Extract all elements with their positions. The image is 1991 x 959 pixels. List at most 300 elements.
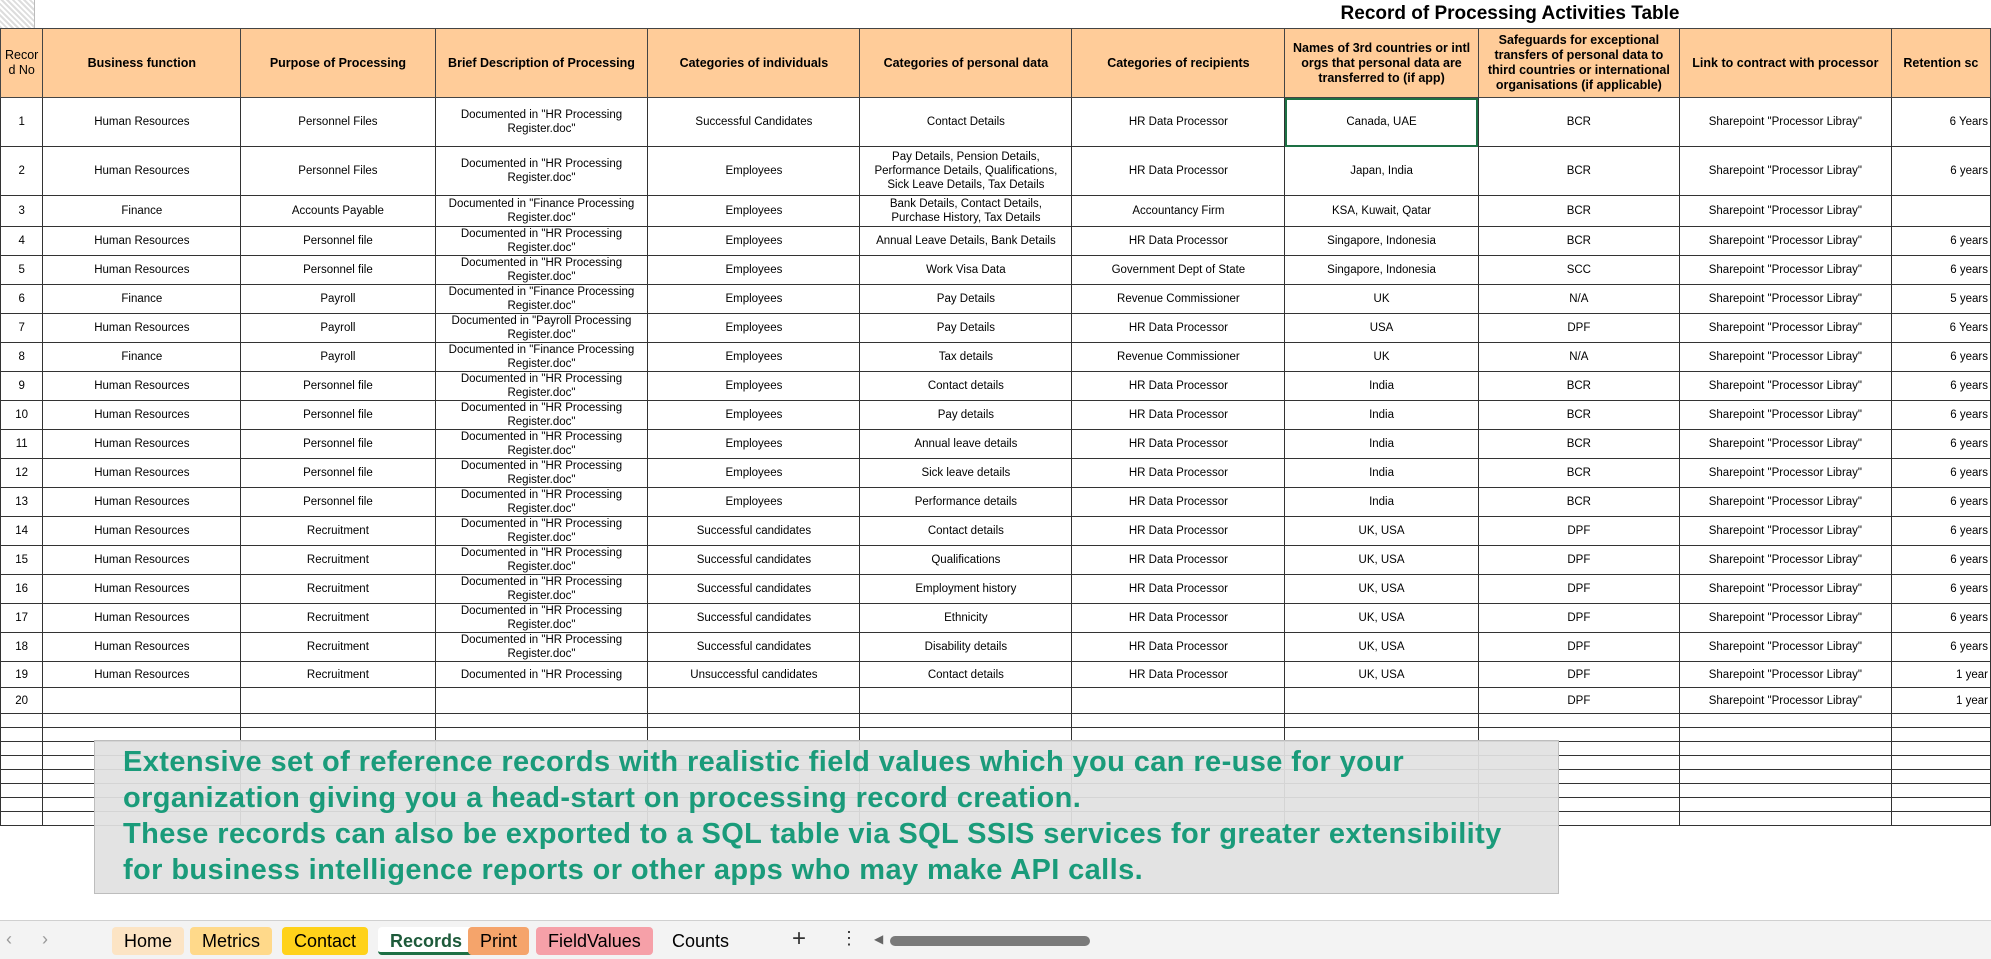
- cell-3-2[interactable]: Accounts Payable: [241, 196, 435, 227]
- cell-13-6[interactable]: HR Data Processor: [1072, 488, 1285, 517]
- column-header-6[interactable]: Categories of recipients: [1072, 29, 1285, 98]
- cell-7-10[interactable]: 6 Years: [1891, 314, 1990, 343]
- cell-13-8[interactable]: BCR: [1478, 488, 1679, 517]
- cell-16-2[interactable]: Recruitment: [241, 575, 435, 604]
- cell-9-3[interactable]: Documented in "HR Processing Register.doc": [435, 372, 648, 401]
- cell-2-5[interactable]: Pay Details, Pension Details, Performance Details, Qualifications, Sick Leave Details, Tax Details: [860, 147, 1072, 196]
- cell-17-6[interactable]: HR Data Processor: [1072, 604, 1285, 633]
- cell-6-8[interactable]: N/A: [1478, 285, 1679, 314]
- cell-3-10[interactable]: [1891, 196, 1990, 227]
- cell-6-7[interactable]: UK: [1285, 285, 1478, 314]
- cell-12-2[interactable]: Personnel file: [241, 459, 435, 488]
- cell-11-0[interactable]: 11: [1, 430, 43, 459]
- cell-16-8[interactable]: DPF: [1478, 575, 1679, 604]
- cell-2-8[interactable]: BCR: [1478, 147, 1679, 196]
- cell-11-10[interactable]: 6 years: [1891, 430, 1990, 459]
- cell-16-6[interactable]: HR Data Processor: [1072, 575, 1285, 604]
- cell-16-4[interactable]: Successful candidates: [648, 575, 860, 604]
- cell-4-10[interactable]: 6 years: [1891, 227, 1990, 256]
- cell-1-0[interactable]: 1: [1, 98, 43, 147]
- caption-line: for business intelligence reports or other apps who may make API calls.: [123, 854, 1144, 886]
- more-options-icon[interactable]: ⋮: [840, 928, 858, 948]
- cell-7-6[interactable]: HR Data Processor: [1072, 314, 1285, 343]
- cell-15-0[interactable]: 15: [1, 546, 43, 575]
- column-header-5[interactable]: Categories of personal data: [860, 29, 1072, 98]
- cell-4-2[interactable]: Personnel file: [241, 227, 435, 256]
- cell-8-1[interactable]: Finance: [43, 343, 241, 372]
- cell-2-6[interactable]: HR Data Processor: [1072, 147, 1285, 196]
- cell-19-0[interactable]: 19: [1, 662, 43, 688]
- cell-5-8[interactable]: SCC: [1478, 256, 1679, 285]
- cell-12-8[interactable]: BCR: [1478, 459, 1679, 488]
- cell-1-2[interactable]: Personnel Files: [241, 98, 435, 147]
- cell-14-7[interactable]: UK, USA: [1285, 517, 1478, 546]
- empty-cell[interactable]: [1680, 728, 1892, 742]
- cell-19-2[interactable]: Recruitment: [241, 662, 435, 688]
- cell-10-1[interactable]: Human Resources: [43, 401, 241, 430]
- tab-records[interactable]: Records: [378, 927, 474, 955]
- cell-11-2[interactable]: Personnel file: [241, 430, 435, 459]
- cell-15-8[interactable]: DPF: [1478, 546, 1679, 575]
- cell-8-9[interactable]: Sharepoint "Processor Libray": [1680, 343, 1892, 372]
- cell-4-7[interactable]: Singapore, Indonesia: [1285, 227, 1478, 256]
- table-row: [1, 343, 1991, 372]
- cell-17-0[interactable]: 17: [1, 604, 43, 633]
- table-row: [1, 430, 1991, 459]
- cell-10-5[interactable]: Pay details: [860, 401, 1072, 430]
- cell-10-0[interactable]: 10: [1, 401, 43, 430]
- cell-17-2[interactable]: Recruitment: [241, 604, 435, 633]
- cell-14-8[interactable]: DPF: [1478, 517, 1679, 546]
- cell-20-6[interactable]: [1072, 688, 1285, 714]
- table-row: [1, 196, 1991, 227]
- empty-cell[interactable]: [241, 714, 435, 728]
- cell-8-8[interactable]: N/A: [1478, 343, 1679, 372]
- cell-1-1[interactable]: Human Resources: [43, 98, 241, 147]
- tab-print[interactable]: Print: [468, 927, 529, 955]
- cell-8-3[interactable]: Documented in "Finance Processing Register.doc": [435, 343, 648, 372]
- cell-19-9[interactable]: Sharepoint "Processor Libray": [1680, 662, 1892, 688]
- cell-3-3[interactable]: Documented in "Finance Processing Register.doc": [435, 196, 648, 227]
- table-row: [1, 459, 1991, 488]
- cell-7-8[interactable]: DPF: [1478, 314, 1679, 343]
- empty-cell[interactable]: [860, 714, 1072, 728]
- cell-2-2[interactable]: Personnel Files: [241, 147, 435, 196]
- empty-cell[interactable]: [1680, 798, 1892, 812]
- cell-12-7[interactable]: India: [1285, 459, 1478, 488]
- empty-cell[interactable]: [1, 798, 43, 812]
- cell-20-10[interactable]: 1 year: [1891, 688, 1990, 714]
- cell-4-0[interactable]: 4: [1, 227, 43, 256]
- cell-8-2[interactable]: Payroll: [241, 343, 435, 372]
- empty-cell[interactable]: [1891, 798, 1990, 812]
- tab-counts[interactable]: Counts: [660, 927, 741, 955]
- cell-13-9[interactable]: Sharepoint "Processor Libray": [1680, 488, 1892, 517]
- cell-9-0[interactable]: 9: [1, 372, 43, 401]
- cell-17-1[interactable]: Human Resources: [43, 604, 241, 633]
- cell-19-7[interactable]: UK, USA: [1285, 662, 1478, 688]
- cell-13-2[interactable]: Personnel file: [241, 488, 435, 517]
- cell-8-10[interactable]: 6 years: [1891, 343, 1990, 372]
- cell-10-6[interactable]: HR Data Processor: [1072, 401, 1285, 430]
- empty-cell[interactable]: [1072, 714, 1285, 728]
- column-header-8[interactable]: Safeguards for exceptional transfers of personal data to third countries or international organisations (if applicable): [1478, 29, 1679, 98]
- cell-5-5[interactable]: Work Visa Data: [860, 256, 1072, 285]
- cell-6-9[interactable]: Sharepoint "Processor Libray": [1680, 285, 1892, 314]
- cell-17-9[interactable]: Sharepoint "Processor Libray": [1680, 604, 1892, 633]
- cell-7-2[interactable]: Payroll: [241, 314, 435, 343]
- empty-cell[interactable]: [1680, 784, 1892, 798]
- cell-7-4[interactable]: Employees: [648, 314, 860, 343]
- cell-2-3[interactable]: Documented in "HR Processing Register.doc": [435, 147, 648, 196]
- cell-15-7[interactable]: UK, USA: [1285, 546, 1478, 575]
- cell-14-10[interactable]: 6 years: [1891, 517, 1990, 546]
- cell-1-5[interactable]: Contact Details: [860, 98, 1072, 147]
- table-row: [1, 227, 1991, 256]
- cell-20-2[interactable]: [241, 688, 435, 714]
- cell-16-5[interactable]: Employment history: [860, 575, 1072, 604]
- cell-1-8[interactable]: BCR: [1478, 98, 1679, 147]
- cell-5-2[interactable]: Personnel file: [241, 256, 435, 285]
- cell-11-5[interactable]: Annual leave details: [860, 430, 1072, 459]
- cell-9-7[interactable]: India: [1285, 372, 1478, 401]
- caption-line: organization giving you a head-start on processing record creation.: [123, 782, 1082, 814]
- cell-8-5[interactable]: Tax details: [860, 343, 1072, 372]
- empty-cell[interactable]: [648, 714, 860, 728]
- cell-19-5[interactable]: Contact details: [860, 662, 1072, 688]
- cell-3-7[interactable]: KSA, Kuwait, Qatar: [1285, 196, 1478, 227]
- cell-12-4[interactable]: Employees: [648, 459, 860, 488]
- column-header-2[interactable]: Purpose of Processing: [241, 29, 435, 98]
- cell-3-5[interactable]: Bank Details, Contact Details, Purchase History, Tax Details: [860, 196, 1072, 227]
- cell-4-4[interactable]: Employees: [648, 227, 860, 256]
- cell-15-10[interactable]: 6 years: [1891, 546, 1990, 575]
- table-row: [1, 98, 1991, 147]
- cell-16-9[interactable]: Sharepoint "Processor Libray": [1680, 575, 1892, 604]
- cell-7-5[interactable]: Pay Details: [860, 314, 1072, 343]
- cell-10-2[interactable]: Personnel file: [241, 401, 435, 430]
- cell-16-7[interactable]: UK, USA: [1285, 575, 1478, 604]
- column-header-3[interactable]: Brief Description of Processing: [435, 29, 648, 98]
- cell-11-7[interactable]: India: [1285, 430, 1478, 459]
- cell-14-5[interactable]: Contact details: [860, 517, 1072, 546]
- cell-6-3[interactable]: Documented in "Finance Processing Register.doc": [435, 285, 648, 314]
- empty-cell[interactable]: [1, 742, 43, 756]
- empty-cell[interactable]: [1680, 770, 1892, 784]
- cell-2-10[interactable]: 6 years: [1891, 147, 1990, 196]
- table-row: [1, 314, 1991, 343]
- tab-metrics[interactable]: Metrics: [190, 927, 272, 955]
- cell-17-10[interactable]: 6 years: [1891, 604, 1990, 633]
- cell-20-3[interactable]: [435, 688, 648, 714]
- empty-cell[interactable]: [435, 714, 648, 728]
- cell-10-7[interactable]: India: [1285, 401, 1478, 430]
- cell-6-1[interactable]: Finance: [43, 285, 241, 314]
- empty-cell[interactable]: [1, 770, 43, 784]
- empty-cell[interactable]: [1891, 770, 1990, 784]
- cell-5-6[interactable]: Government Dept of State: [1072, 256, 1285, 285]
- cell-15-3[interactable]: Documented in "HR Processing Register.doc": [435, 546, 648, 575]
- cell-10-8[interactable]: BCR: [1478, 401, 1679, 430]
- cell-9-5[interactable]: Contact details: [860, 372, 1072, 401]
- sheet-tab-bar: [0, 920, 1991, 959]
- tab-home[interactable]: Home: [112, 927, 184, 955]
- cell-1-10[interactable]: 6 Years: [1891, 98, 1990, 147]
- cell-9-10[interactable]: 6 years: [1891, 372, 1990, 401]
- table-row: [1, 147, 1991, 196]
- cell-20-7[interactable]: [1285, 688, 1478, 714]
- empty-cell[interactable]: [1891, 714, 1990, 728]
- column-header-9[interactable]: Link to contract with processor: [1680, 29, 1892, 98]
- cell-18-5[interactable]: Disability details: [860, 633, 1072, 662]
- column-header-7[interactable]: Names of 3rd countries or intl orgs that personal data are transferred to (if app): [1285, 29, 1478, 98]
- empty-cell[interactable]: [1, 812, 43, 826]
- cell-5-4[interactable]: Employees: [648, 256, 860, 285]
- cell-19-4[interactable]: Unsuccessful candidates: [648, 662, 860, 688]
- cell-12-5[interactable]: Sick leave details: [860, 459, 1072, 488]
- cell-20-9[interactable]: Sharepoint "Processor Libray": [1680, 688, 1892, 714]
- table-row: [1, 546, 1991, 575]
- cell-13-0[interactable]: 13: [1, 488, 43, 517]
- promo-caption: [94, 740, 1559, 894]
- table-row: [1, 633, 1991, 662]
- cell-1-6[interactable]: HR Data Processor: [1072, 98, 1285, 147]
- cell-10-4[interactable]: Employees: [648, 401, 860, 430]
- cell-1-3[interactable]: Documented in "HR Processing Register.doc": [435, 98, 648, 147]
- cell-13-7[interactable]: India: [1285, 488, 1478, 517]
- cell-18-9[interactable]: Sharepoint "Processor Libray": [1680, 633, 1892, 662]
- cell-6-10[interactable]: 5 years: [1891, 285, 1990, 314]
- cell-7-1[interactable]: Human Resources: [43, 314, 241, 343]
- cell-4-3[interactable]: Documented in "HR Processing Register.doc": [435, 227, 648, 256]
- cell-13-3[interactable]: Documented in "HR Processing Register.doc": [435, 488, 648, 517]
- cell-5-3[interactable]: Documented in "HR Processing Register.doc": [435, 256, 648, 285]
- cell-19-6[interactable]: HR Data Processor: [1072, 662, 1285, 688]
- add-sheet-icon[interactable]: +: [792, 925, 807, 952]
- column-header-10[interactable]: Retention sc: [1891, 29, 1990, 98]
- scrollbar-thumb[interactable]: [890, 936, 1090, 946]
- cell-4-6[interactable]: HR Data Processor: [1072, 227, 1285, 256]
- cell-14-2[interactable]: Recruitment: [241, 517, 435, 546]
- cell-20-5[interactable]: [860, 688, 1072, 714]
- cell-2-9[interactable]: Sharepoint "Processor Libray": [1680, 147, 1892, 196]
- cell-5-10[interactable]: 6 years: [1891, 256, 1990, 285]
- cell-11-8[interactable]: BCR: [1478, 430, 1679, 459]
- cell-14-6[interactable]: HR Data Processor: [1072, 517, 1285, 546]
- cell-20-0[interactable]: 20: [1, 688, 43, 714]
- cell-8-4[interactable]: Employees: [648, 343, 860, 372]
- cell-11-4[interactable]: Employees: [648, 430, 860, 459]
- cell-3-8[interactable]: BCR: [1478, 196, 1679, 227]
- cell-4-9[interactable]: Sharepoint "Processor Libray": [1680, 227, 1892, 256]
- cell-10-3[interactable]: Documented in "HR Processing Register.doc": [435, 401, 648, 430]
- table-row: [1, 285, 1991, 314]
- tab-fieldvalues[interactable]: FieldValues: [536, 927, 653, 955]
- cell-20-1[interactable]: [43, 688, 241, 714]
- cell-14-4[interactable]: Successful candidates: [648, 517, 860, 546]
- cell-1-7[interactable]: Canada, UAE: [1285, 98, 1478, 147]
- cell-8-7[interactable]: UK: [1285, 343, 1478, 372]
- empty-cell[interactable]: [1, 728, 43, 742]
- empty-cell[interactable]: [1478, 714, 1679, 728]
- cell-5-0[interactable]: 5: [1, 256, 43, 285]
- empty-row: [1, 714, 1991, 728]
- cell-2-1[interactable]: Human Resources: [43, 147, 241, 196]
- select-all-corner[interactable]: [0, 0, 35, 28]
- cell-18-0[interactable]: 18: [1, 633, 43, 662]
- horizontal-scrollbar[interactable]: [874, 932, 1991, 946]
- empty-cell[interactable]: [1891, 812, 1990, 826]
- cell-3-0[interactable]: 3: [1, 196, 43, 227]
- cell-7-0[interactable]: 7: [1, 314, 43, 343]
- empty-cell[interactable]: [1680, 756, 1892, 770]
- cell-1-4[interactable]: Successful Candidates: [648, 98, 860, 147]
- cell-12-1[interactable]: Human Resources: [43, 459, 241, 488]
- cell-6-2[interactable]: Payroll: [241, 285, 435, 314]
- records-table: [0, 28, 1991, 826]
- cell-12-10[interactable]: 6 years: [1891, 459, 1990, 488]
- cell-6-0[interactable]: 6: [1, 285, 43, 314]
- cell-6-5[interactable]: Pay Details: [860, 285, 1072, 314]
- cell-18-3[interactable]: Documented in "HR Processing Register.doc": [435, 633, 648, 662]
- cell-3-4[interactable]: Employees: [648, 196, 860, 227]
- empty-cell[interactable]: [1891, 728, 1990, 742]
- cell-7-3[interactable]: Documented in "Payroll Processing Register.doc": [435, 314, 648, 343]
- cell-20-8[interactable]: DPF: [1478, 688, 1679, 714]
- caption-line: Extensive set of reference records with realistic field values which you can re-use for your: [123, 746, 1405, 778]
- cell-15-5[interactable]: Qualifications: [860, 546, 1072, 575]
- empty-cell[interactable]: [1, 784, 43, 798]
- cell-15-1[interactable]: Human Resources: [43, 546, 241, 575]
- cell-1-9[interactable]: Sharepoint "Processor Libray": [1680, 98, 1892, 147]
- cell-11-1[interactable]: Human Resources: [43, 430, 241, 459]
- cell-9-1[interactable]: Human Resources: [43, 372, 241, 401]
- cell-12-0[interactable]: 12: [1, 459, 43, 488]
- column-header-1[interactable]: Business function: [43, 29, 241, 98]
- table-row: [1, 401, 1991, 430]
- cell-12-9[interactable]: Sharepoint "Processor Libray": [1680, 459, 1892, 488]
- cell-14-0[interactable]: 14: [1, 517, 43, 546]
- cell-8-6[interactable]: Revenue Commissioner: [1072, 343, 1285, 372]
- scroll-left-arrow-icon[interactable]: ◀: [874, 932, 884, 946]
- cell-16-3[interactable]: Documented in "HR Processing Register.doc": [435, 575, 648, 604]
- empty-cell[interactable]: [1891, 784, 1990, 798]
- cell-13-1[interactable]: Human Resources: [43, 488, 241, 517]
- cell-17-8[interactable]: DPF: [1478, 604, 1679, 633]
- cell-15-9[interactable]: Sharepoint "Processor Libray": [1680, 546, 1892, 575]
- cell-13-4[interactable]: Employees: [648, 488, 860, 517]
- empty-cell[interactable]: [1680, 812, 1892, 826]
- column-header-4[interactable]: Categories of individuals: [648, 29, 860, 98]
- cell-2-7[interactable]: Japan, India: [1285, 147, 1478, 196]
- cell-8-0[interactable]: 8: [1, 343, 43, 372]
- cell-7-9[interactable]: Sharepoint "Processor Libray": [1680, 314, 1892, 343]
- column-header-0[interactable]: Recor d No: [1, 29, 43, 98]
- cell-4-8[interactable]: BCR: [1478, 227, 1679, 256]
- empty-cell[interactable]: [1, 756, 43, 770]
- cell-9-2[interactable]: Personnel file: [241, 372, 435, 401]
- cell-16-1[interactable]: Human Resources: [43, 575, 241, 604]
- cell-19-10[interactable]: 1 year: [1891, 662, 1990, 688]
- cell-11-3[interactable]: Documented in "HR Processing Register.doc": [435, 430, 648, 459]
- empty-cell[interactable]: [1891, 756, 1990, 770]
- cell-11-9[interactable]: Sharepoint "Processor Libray": [1680, 430, 1892, 459]
- cell-13-5[interactable]: Performance details: [860, 488, 1072, 517]
- cell-19-3[interactable]: Documented in "HR Processing: [435, 662, 648, 688]
- empty-cell[interactable]: [1680, 714, 1892, 728]
- cell-9-6[interactable]: HR Data Processor: [1072, 372, 1285, 401]
- cell-18-8[interactable]: DPF: [1478, 633, 1679, 662]
- cell-5-1[interactable]: Human Resources: [43, 256, 241, 285]
- cell-16-10[interactable]: 6 years: [1891, 575, 1990, 604]
- cell-18-6[interactable]: HR Data Processor: [1072, 633, 1285, 662]
- cell-10-10[interactable]: 6 years: [1891, 401, 1990, 430]
- cell-3-1[interactable]: Finance: [43, 196, 241, 227]
- cell-12-6[interactable]: HR Data Processor: [1072, 459, 1285, 488]
- scroll-tabs-right-icon[interactable]: ›: [42, 929, 48, 949]
- cell-18-2[interactable]: Recruitment: [241, 633, 435, 662]
- empty-cell[interactable]: [1, 714, 43, 728]
- cell-17-7[interactable]: UK, USA: [1285, 604, 1478, 633]
- cell-9-9[interactable]: Sharepoint "Processor Libray": [1680, 372, 1892, 401]
- cell-6-4[interactable]: Employees: [648, 285, 860, 314]
- cell-19-1[interactable]: Human Resources: [43, 662, 241, 688]
- cell-14-3[interactable]: Documented in "HR Processing Register.doc": [435, 517, 648, 546]
- empty-cell[interactable]: [1891, 742, 1990, 756]
- table-row: [1, 575, 1991, 604]
- cell-18-7[interactable]: UK, USA: [1285, 633, 1478, 662]
- cell-9-8[interactable]: BCR: [1478, 372, 1679, 401]
- cell-16-0[interactable]: 16: [1, 575, 43, 604]
- cell-12-3[interactable]: Documented in "HR Processing Register.doc": [435, 459, 648, 488]
- cell-15-4[interactable]: Successful candidates: [648, 546, 860, 575]
- cell-9-4[interactable]: Employees: [648, 372, 860, 401]
- cell-17-4[interactable]: Successful candidates: [648, 604, 860, 633]
- cell-3-6[interactable]: Accountancy Firm: [1072, 196, 1285, 227]
- cell-13-10[interactable]: 6 years: [1891, 488, 1990, 517]
- cell-18-4[interactable]: Successful candidates: [648, 633, 860, 662]
- caption-line: These records can also be exported to a SQL table via SQL SSIS services for greater extensibility: [123, 818, 1502, 850]
- cell-7-7[interactable]: USA: [1285, 314, 1478, 343]
- cell-10-9[interactable]: Sharepoint "Processor Libray": [1680, 401, 1892, 430]
- cell-17-3[interactable]: Documented in "HR Processing Register.doc": [435, 604, 648, 633]
- cell-14-1[interactable]: Human Resources: [43, 517, 241, 546]
- scroll-tabs-left-icon[interactable]: ‹: [6, 929, 12, 949]
- cell-6-6[interactable]: Revenue Commissioner: [1072, 285, 1285, 314]
- cell-18-1[interactable]: Human Resources: [43, 633, 241, 662]
- table-row: [1, 372, 1991, 401]
- cell-15-6[interactable]: HR Data Processor: [1072, 546, 1285, 575]
- empty-cell[interactable]: [43, 714, 241, 728]
- cell-20-4[interactable]: [648, 688, 860, 714]
- cell-11-6[interactable]: HR Data Processor: [1072, 430, 1285, 459]
- cell-5-9[interactable]: Sharepoint "Processor Libray": [1680, 256, 1892, 285]
- cell-3-9[interactable]: Sharepoint "Processor Libray": [1680, 196, 1892, 227]
- cell-19-8[interactable]: DPF: [1478, 662, 1679, 688]
- cell-2-0[interactable]: 2: [1, 147, 43, 196]
- cell-4-5[interactable]: Annual Leave Details, Bank Details: [860, 227, 1072, 256]
- cell-4-1[interactable]: Human Resources: [43, 227, 241, 256]
- empty-cell[interactable]: [1680, 742, 1892, 756]
- cell-5-7[interactable]: Singapore, Indonesia: [1285, 256, 1478, 285]
- cell-17-5[interactable]: Ethnicity: [860, 604, 1072, 633]
- cell-14-9[interactable]: Sharepoint "Processor Libray": [1680, 517, 1892, 546]
- tab-contact[interactable]: Contact: [282, 927, 368, 955]
- empty-cell[interactable]: [1285, 714, 1478, 728]
- cell-18-10[interactable]: 6 years: [1891, 633, 1990, 662]
- cell-2-4[interactable]: Employees: [648, 147, 860, 196]
- cell-15-2[interactable]: Recruitment: [241, 546, 435, 575]
